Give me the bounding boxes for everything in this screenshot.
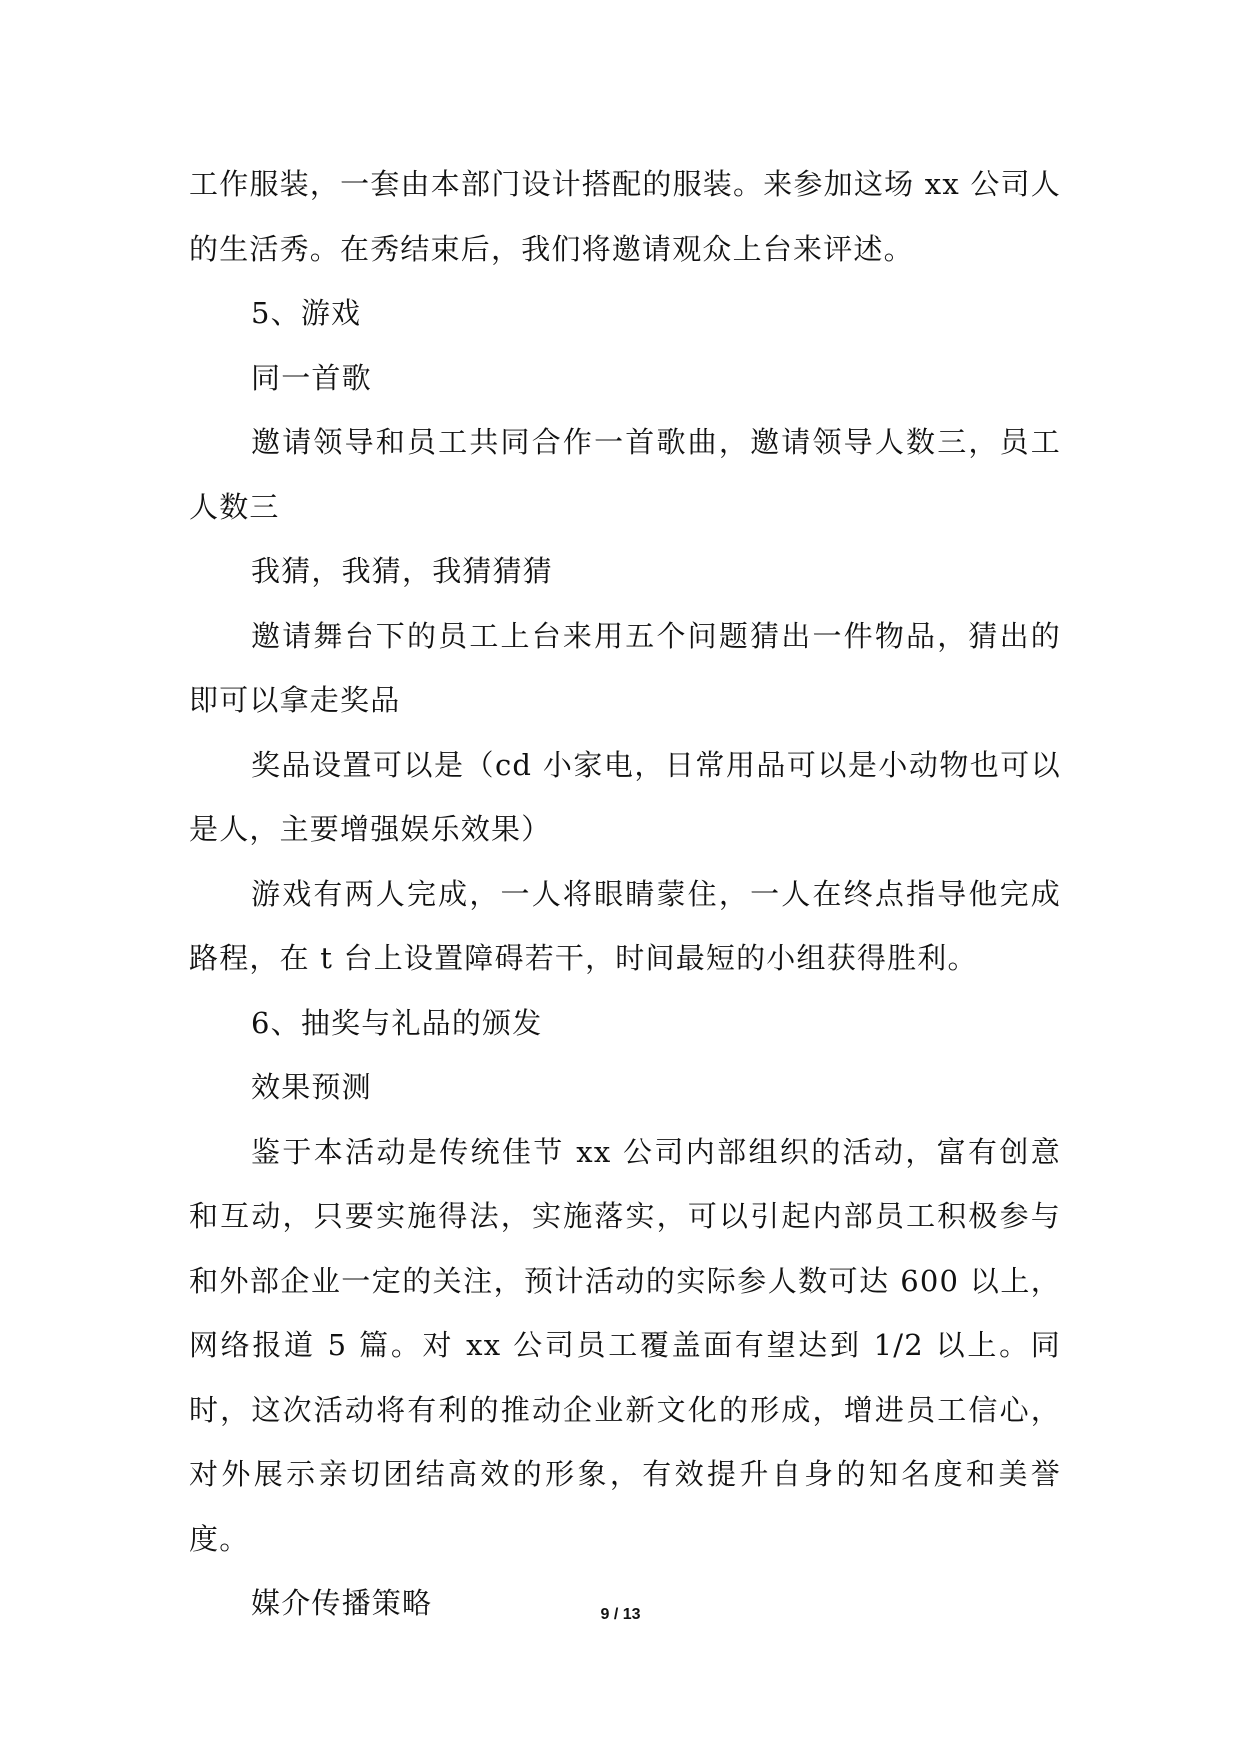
section-heading-media: 媒介传播策略 (251, 1586, 433, 1620)
paragraph: 奖品设置可以是（cd 小家电，日常用品可以是小动物也可以是人，主要增强娱乐效果） (189, 747, 1061, 846)
paragraph: 邀请舞台下的员工上台来用五个问题猜出一件物品，猜出的即可以拿走奖品 (189, 618, 1061, 717)
game-title: 同一首歌 (251, 360, 372, 395)
section-heading-lottery: 6、抽奖与礼品的颁发 (251, 1005, 543, 1040)
document-body (189, 152, 1061, 1636)
page-number: 9 / 13 (600, 1606, 641, 1623)
game-title: 我猜，我猜，我猜猜猜 (251, 554, 554, 588)
paragraph: 邀请领导和员工共同合作一首歌曲，邀请领导人数三，员工人数三 (189, 425, 1061, 524)
section-heading-games: 5、游戏 (251, 296, 362, 330)
paragraph: 工作服装，一套由本部门设计搭配的服装。来参加这场 xx 公司人的生活秀。在秀结束后，我们将邀请观众上台来评述。 (189, 167, 1061, 266)
paragraph: 鉴于本活动是传统佳节 xx 公司内部组织的活动，富有创意和互动，只要实施得法，实施落实，可以引起内部员工积极参与和外部企业一定的关注，预计活动的实际参人数可达 600 以上，网络报道 5 篇。对 xx 公司员工覆盖面有望达到 1/2 以上。同时，这次活动将有利的推动企业新文化的形成，增进员工信心，对外展示亲切团结高效的形象，有效提升自身的知名度和美誉度。 (189, 1134, 1061, 1556)
paragraph: 游戏有两人完成，一人将眼睛蒙住，一人在终点指导他完成路程，在 t 台上设置障碍若干，时间最短的小组获得胜利。 (189, 876, 1061, 975)
section-heading-effect: 效果预测 (251, 1070, 372, 1104)
